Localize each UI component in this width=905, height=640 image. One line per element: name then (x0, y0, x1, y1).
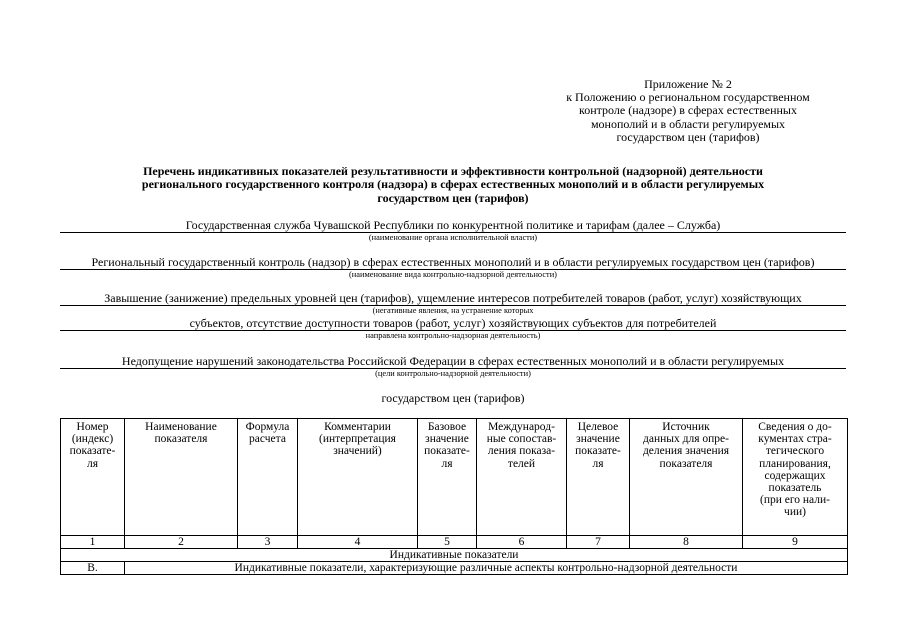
authority-field (60, 219, 846, 243)
header-cell-target-value: Целевое значение показате- ля (567, 419, 630, 536)
goals-caption: (цели контрольно-надзорной деятельности) (375, 369, 531, 378)
authority-value: Государственная служба Чувашской Республики по конкурентной политике и тарифам (далее – Служба) (60, 219, 846, 233)
control-type-caption: (наименование вида контрольно-надзорной деятельности) (349, 270, 557, 279)
authority-caption: (наименование органа исполнительной власти) (368, 233, 538, 242)
goals-field (60, 355, 846, 405)
header-cell-formula: Формула расчета (238, 419, 298, 536)
column-number: 2 (125, 536, 238, 549)
subsection-row (61, 562, 848, 575)
negative-phenomena-field (60, 292, 846, 341)
goals-value-2: государством цен (тарифов) (381, 391, 525, 405)
title-line: регионального государственного контроля (надзора) в сферах естественных монополий и в области регулируемых (141, 177, 765, 192)
control-type-field (60, 256, 846, 280)
section-row (61, 549, 848, 562)
column-number: 8 (630, 536, 743, 549)
header-cell-strategic-docs: Сведения о до- кументах стра- тегического планирования, содержащих показатель (при его нали- чии) (743, 419, 848, 536)
column-number: 7 (567, 536, 630, 549)
appendix-line: к Положению о региональном государственном (566, 90, 810, 105)
table-header-row (61, 419, 848, 536)
header-cell-name: Наименование показателя (125, 419, 238, 536)
header-cell-international: Международ- ные сопостав- ления показа- телей (477, 419, 567, 536)
negative-value-2: субъектов, отсутствие доступности товаров (работ, услуг) хозяйствующих субъектов для потребителей (60, 317, 846, 331)
appendix-line: государством цен (тарифов) (616, 129, 760, 144)
header-cell-base-value: Базовое значение показате- ля (418, 419, 477, 536)
goals-value-1: Недопущение нарушений законодательства Российской Федерации в сферах естественных монополий и в области регулируемых (60, 355, 846, 369)
column-number: 5 (418, 536, 477, 549)
column-number: 1 (61, 536, 125, 549)
column-number: 4 (298, 536, 418, 549)
section-title: Индикативные показатели (61, 549, 848, 562)
appendix-header (520, 78, 856, 144)
indicators-table (60, 418, 848, 575)
negative-caption-1: (негативные явления, на устранение которых (372, 306, 534, 315)
document-title (60, 165, 846, 205)
subsection-index: В. (61, 562, 125, 575)
title-line: государством цен (тарифов) (377, 190, 529, 205)
control-type-value: Региональный государственный контроль (надзор) в сферах естественных монополий и в области регулируемых государством цен (тарифов) (60, 256, 846, 270)
column-number: 3 (238, 536, 298, 549)
negative-value-1: Завышение (занижение) предельных уровней цен (тарифов), ущемление интересов потребителей товаров (работ, услуг) хозяйствующих (60, 292, 846, 306)
header-cell-index: Номер (индекс) показате- ля (61, 419, 125, 536)
appendix-line: монополий и в области регулируемых (590, 116, 786, 131)
column-number: 6 (477, 536, 567, 549)
appendix-line: контроле (надзоре) в сферах естественных (579, 103, 797, 118)
column-number: 9 (743, 536, 848, 549)
negative-caption-2: направлена контрольно-надзорная деятельность) (365, 331, 541, 340)
header-cell-comments: Комментарии (интерпретация значений) (298, 419, 418, 536)
title-line: Перечень индикативных показателей результативности и эффективности контрольной (надзорной) деятельности (143, 164, 763, 178)
subsection-text: Индикативные показатели, характеризующие различные аспекты контрольно-надзорной деятельности (125, 562, 848, 575)
column-number-row (61, 536, 848, 549)
appendix-line: Приложение № 2 (644, 77, 732, 91)
header-cell-data-source: Источник данных для опре- деления значения показателя (630, 419, 743, 536)
